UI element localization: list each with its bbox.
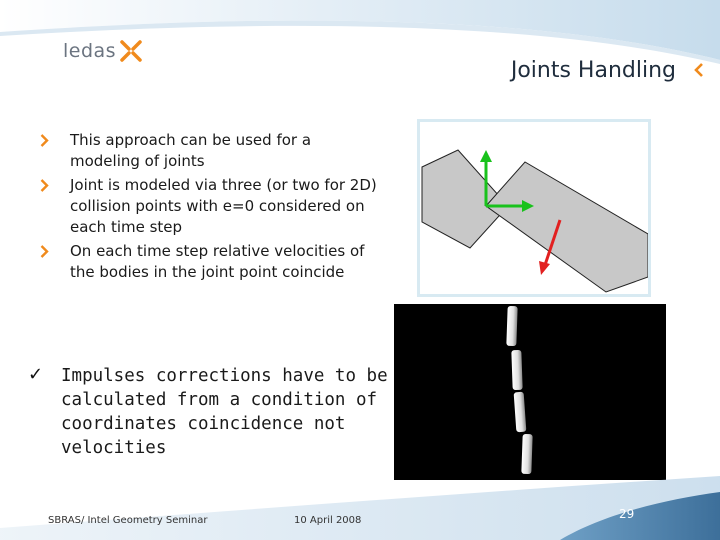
chevron-left-icon	[694, 63, 704, 77]
footer-seminar: SBRAS/ Intel Geometry Seminar	[48, 515, 208, 526]
velocity-arrowhead	[539, 261, 550, 275]
chevron-right-icon	[40, 134, 49, 147]
joint-diagram-graphic	[420, 122, 648, 294]
logo-text: ledas	[63, 40, 117, 62]
footer-date: 10 April 2008	[294, 515, 362, 526]
footer-swoosh	[0, 470, 720, 540]
chain-link	[514, 392, 527, 433]
checkmark-icon: ✓	[28, 364, 44, 385]
page-number: 29	[619, 507, 635, 521]
bullet-item	[40, 175, 380, 238]
ledas-logo	[63, 40, 142, 62]
chain-simulation-graphic	[394, 304, 666, 480]
chevron-right-icon	[40, 245, 49, 258]
bullet-text: On each time step relative velocities of the bodies in the joint point coincide	[70, 242, 365, 281]
logo-mark-icon	[120, 40, 142, 62]
bullet-text: This approach can be used for a modeling of joints	[70, 131, 312, 170]
bullet-item	[40, 130, 380, 172]
chain-link	[511, 350, 522, 390]
simulation-view	[394, 304, 666, 480]
slide-title: Joints Handling	[510, 58, 676, 83]
axis-up-arrowhead	[480, 150, 492, 162]
bullet-text: Joint is modeled via three (or two for 2D) collision points with e=0 considered on each time step	[70, 176, 377, 236]
check-text: Impulses corrections have to be calculated from a condition of coordinates coincidence not velocities	[61, 366, 388, 458]
joint-diagram	[417, 119, 651, 297]
right-body	[486, 162, 648, 292]
chain-link	[521, 434, 532, 474]
bullet-item	[40, 241, 380, 283]
bullet-list	[40, 130, 380, 286]
chain-link	[506, 306, 517, 346]
chevron-right-icon	[40, 179, 49, 192]
